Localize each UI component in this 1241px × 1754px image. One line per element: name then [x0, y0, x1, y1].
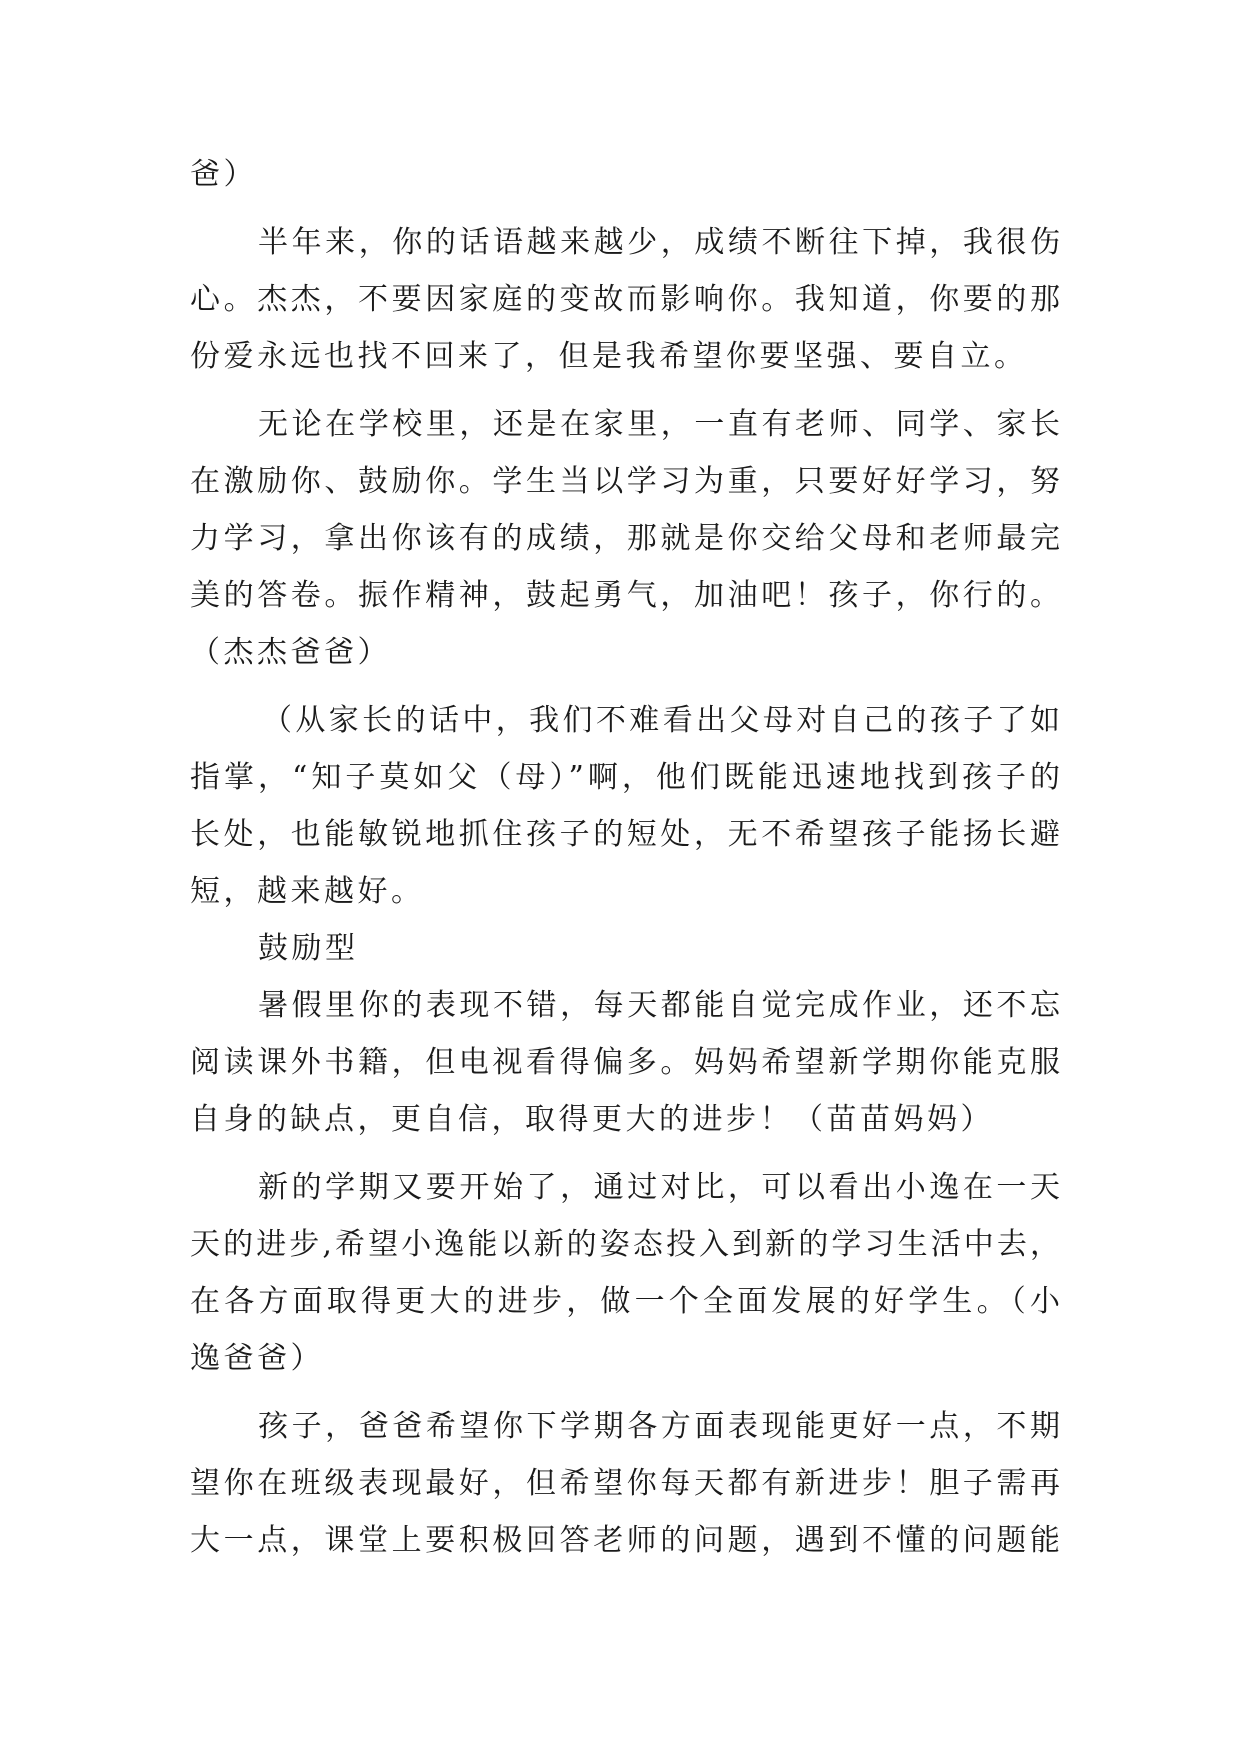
text-line: 力学习，拿出你该有的成绩，那就是你交给父母和老师最完 — [190, 521, 1060, 556]
text-line: 在激励你、鼓励你。学生当以学习为重，只要好好学习，努 — [190, 464, 1060, 499]
text-line: 逸爸爸） — [190, 1341, 324, 1376]
text-line: 长处，也能敏锐地抓住孩子的短处，无不希望孩子能扬长避 — [190, 817, 1060, 852]
text-line: 指掌，“知子莫如父（母）”啊，他们既能迅速地找到孩子的 — [190, 760, 1060, 795]
text-line: 爸） — [190, 157, 257, 192]
text-line: 孩子，爸爸希望你下学期各方面表现能更好一点，不期 — [258, 1409, 1060, 1444]
text-line: 份爱永远也找不回来了，但是我希望你要坚强、要自立。 — [190, 339, 1028, 374]
text-line: 自身的缺点，更自信，取得更大的进步！（苗苗妈妈） — [190, 1102, 994, 1137]
text-line: 天的进步,希望小逸能以新的姿态投入到新的学习生活中去， — [190, 1227, 1060, 1262]
text-line: 美的答卷。振作精神，鼓起勇气，加油吧！孩子，你行的。 — [190, 578, 1060, 613]
text-line: 心。杰杰，不要因家庭的变故而影响你。我知道，你要的那 — [190, 282, 1060, 317]
text-line: 望你在班级表现最好，但希望你每天都有新进步！胆子需再 — [190, 1466, 1060, 1501]
text-line: 在各方面取得更大的进步，做一个全面发展的好学生。（小 — [190, 1284, 1060, 1319]
text-line: （杰杰爸爸） — [190, 635, 391, 670]
text-line: 大一点，课堂上要积极回答老师的问题，遇到不懂的问题能 — [190, 1523, 1060, 1558]
text-line: 无论在学校里，还是在家里，一直有老师、同学、家长 — [258, 407, 1060, 442]
text-line: 阅读课外书籍，但电视看得偏多。妈妈希望新学期你能克服 — [190, 1045, 1060, 1080]
text-line: 新的学期又要开始了，通过对比，可以看出小逸在一天 — [258, 1170, 1060, 1205]
text-line: （从家长的话中，我们不难看出父母对自己的孩子了如 — [262, 703, 1060, 738]
section-heading: 鼓励型 — [258, 931, 359, 966]
text-line: 半年来，你的话语越来越少，成绩不断往下掉，我很伤 — [258, 225, 1060, 260]
text-line: 暑假里你的表现不错，每天都能自觉完成作业，还不忘 — [258, 988, 1060, 1023]
text-line: 短，越来越好。 — [190, 874, 425, 909]
